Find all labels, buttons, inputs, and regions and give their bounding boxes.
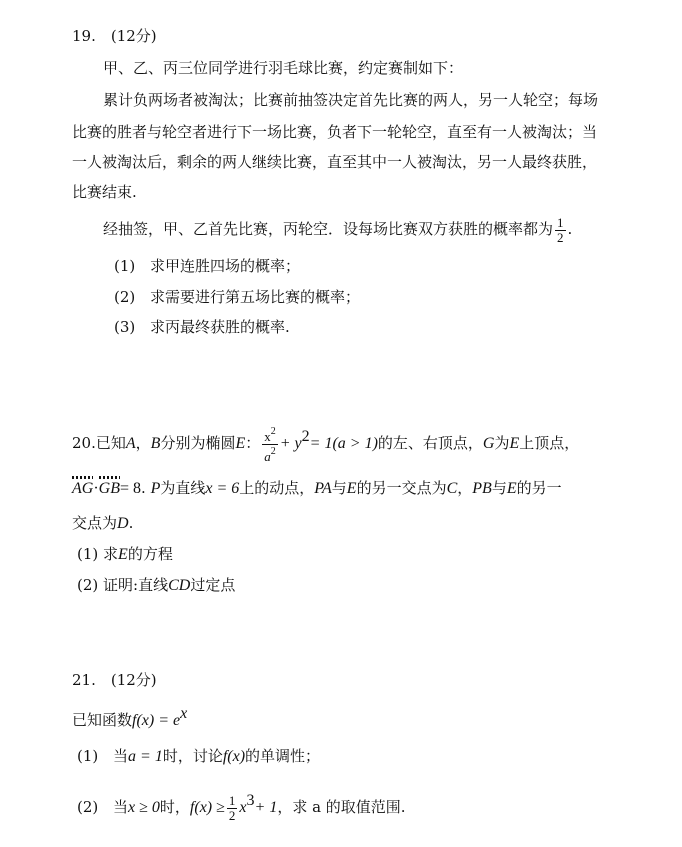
q20-intersect-text: 的另一交点为 xyxy=(356,479,447,497)
q20-frac-den: $a^2$ xyxy=(264,445,276,464)
q19-part-3-text: 求丙最终获胜的概率. xyxy=(150,318,290,336)
q20-line-2 xyxy=(72,478,630,499)
q20-part-2-text: (2) 证明:直线 xyxy=(77,576,169,594)
q19-draw-line xyxy=(103,214,630,245)
q21-part-1-fx: f(x) xyxy=(222,748,246,765)
q19-part-2 xyxy=(114,287,630,307)
q21-fx: f(x) = e xyxy=(132,712,181,729)
q21-plus-1: + 1 xyxy=(254,799,278,816)
q19-fraction xyxy=(555,216,566,245)
q20-intro: 20.已知 xyxy=(72,434,126,452)
q20-a: a xyxy=(264,448,271,464)
q20-eq-y: + y xyxy=(279,435,302,452)
q20-ellipse-e-2: E xyxy=(509,435,520,452)
q21-header: 21. (12分) xyxy=(72,671,157,689)
q21-part-2-time: 时， xyxy=(159,798,190,816)
q19-part-3-label: (3) xyxy=(114,318,136,336)
q20-other-text: 的另一 xyxy=(516,479,562,497)
q20-dot: · xyxy=(93,480,99,497)
q20-x: x xyxy=(264,428,271,444)
q20-point-d: D xyxy=(117,515,129,532)
q20-x-eq-6: x = 6 xyxy=(205,480,240,497)
q20-part-2-cd: CD xyxy=(168,577,191,594)
q21-frac-num: 1 xyxy=(228,792,236,808)
q21-part-2-fx: f(x) ≥ xyxy=(189,799,225,816)
q20-part-1-e: E xyxy=(118,546,128,563)
q19-draw-text: 经抽签，甲、乙首先比赛，丙轮空．设每场比赛双方获胜的概率都为 xyxy=(103,220,554,238)
q19-part-2-label: (2) xyxy=(114,288,136,306)
q21-part-2-tail: ，求 a 的取值范围. xyxy=(277,798,406,816)
q20-point-b: B xyxy=(150,435,161,452)
q20-comma: ， xyxy=(135,434,151,452)
q21-x-cubed: x xyxy=(239,799,247,816)
q20-comma-2: ， xyxy=(457,479,473,497)
q20-colon: ： xyxy=(245,434,261,452)
q20-part-1-tail: 的方程 xyxy=(127,545,173,563)
q21-part-1-discuss: 时，讨论 xyxy=(162,747,223,765)
q20-and-text-2: 与 xyxy=(491,479,507,497)
q19-rule-line-3: 一人被淘汰后，剩余的两人继续比赛，直至其中一人被淘汰，另一人最终获胜， xyxy=(72,153,598,171)
q20-period: . xyxy=(141,479,151,497)
q20-ellipse-e-4: E xyxy=(506,480,517,497)
q21-intro xyxy=(72,704,630,731)
q19-frac-den: 2 xyxy=(557,229,564,245)
q19-frac-num: 1 xyxy=(557,214,564,230)
q20-point-g: G xyxy=(482,435,495,452)
q21-part-1 xyxy=(77,746,630,767)
q19-header: 19. (12分) xyxy=(72,27,157,45)
q20-fraction xyxy=(262,425,278,464)
q21-fraction xyxy=(227,794,238,823)
q21-part-1-label: (1) xyxy=(77,747,99,765)
q21-frac-den: 2 xyxy=(228,807,236,823)
q20-period-2: . xyxy=(128,514,134,532)
q21-exp-x: x xyxy=(180,705,188,722)
q20-frac-num: $x^2$ xyxy=(264,425,276,444)
q19-part-2-text: 求需要进行第五场比赛的概率； xyxy=(150,288,361,306)
q19-period: . xyxy=(567,220,573,238)
q20-eq-rest: = 1(a > 1) xyxy=(309,435,378,452)
q21-x-geq-0: x ≥ 0 xyxy=(128,799,160,816)
q20-line-3 xyxy=(72,513,630,534)
q19-part-1 xyxy=(114,256,630,276)
q20-part-2 xyxy=(77,575,630,596)
q20-ellipse-e-3: E xyxy=(346,480,357,497)
q20-moving-point-text: 上的动点， xyxy=(239,479,315,497)
q21-part-1-tail: 的单调性； xyxy=(245,747,321,765)
q20-and-text: 与 xyxy=(331,479,347,497)
q20-part-1-text: (1) 求 xyxy=(77,545,119,563)
q21-intro-text: 已知函数 xyxy=(72,711,133,729)
q20-top-vertex-text: 上顶点， xyxy=(519,434,580,452)
q19-rule-line-4: 比赛结束. xyxy=(72,183,137,201)
q21-part-2: (2) 当x ≥ 0时，f(x) ≥ $\frac{1}{2}$ $x^3+ 1$，求 a 的取值范围. xyxy=(77,792,406,823)
q19-rule-line-1: 累计负两场者被淘汰；比赛前抽签决定首先比赛的两人，另一人轮空；每场 xyxy=(103,91,599,109)
q21-part-2-label: (2) xyxy=(77,798,99,816)
q19-part-3 xyxy=(114,317,630,337)
q20-pb: PB xyxy=(472,480,492,497)
q20-point-c: C xyxy=(446,480,458,497)
q19-rule-line-2: 比赛的胜者与轮空者进行下一场比赛，负者下一轮轮空，直至有一人被淘汰；当 xyxy=(72,123,598,141)
q20-vertices-text: 的左、右顶点， xyxy=(377,434,483,452)
q20-point-p: P xyxy=(150,480,161,497)
q21-part-1-when: 当 xyxy=(113,747,129,765)
q20-intersect-text-2: 交点为 xyxy=(72,514,118,532)
q20-is-text: 为 xyxy=(494,434,510,452)
q20-pa: PA xyxy=(314,480,332,497)
q20-part-1 xyxy=(77,544,630,565)
q19-intro: 甲、乙、丙三位同学进行羽毛球比赛，约定赛制如下： xyxy=(103,59,464,77)
q20-eq-8: = 8 xyxy=(119,480,142,497)
q20-line-text: 为直线 xyxy=(160,479,206,497)
q20-part-2-tail: 过定点 xyxy=(190,576,236,594)
q19-part-1-label: (1) xyxy=(114,257,136,275)
q21-part-2-when: 当 xyxy=(113,798,129,816)
q19-part-1-text: 求甲连胜四场的概率； xyxy=(150,257,301,275)
q20-point-a: A xyxy=(125,435,136,452)
q20-line-1: 20.已知A，B分别为椭圆E： $\frac{x^2}{a^2}$ + $y^2= 1(a > 1)$的左、右顶点，G为E上顶点， xyxy=(72,425,580,464)
q20-ellipse-e: E xyxy=(235,435,246,452)
q20-vector-gb: GB xyxy=(98,480,120,497)
q20-ellipse-text: 分别为椭圆 xyxy=(160,434,236,452)
q21-a-eq-1: a = 1 xyxy=(128,748,163,765)
q20-vector-ag: AG xyxy=(72,480,94,497)
